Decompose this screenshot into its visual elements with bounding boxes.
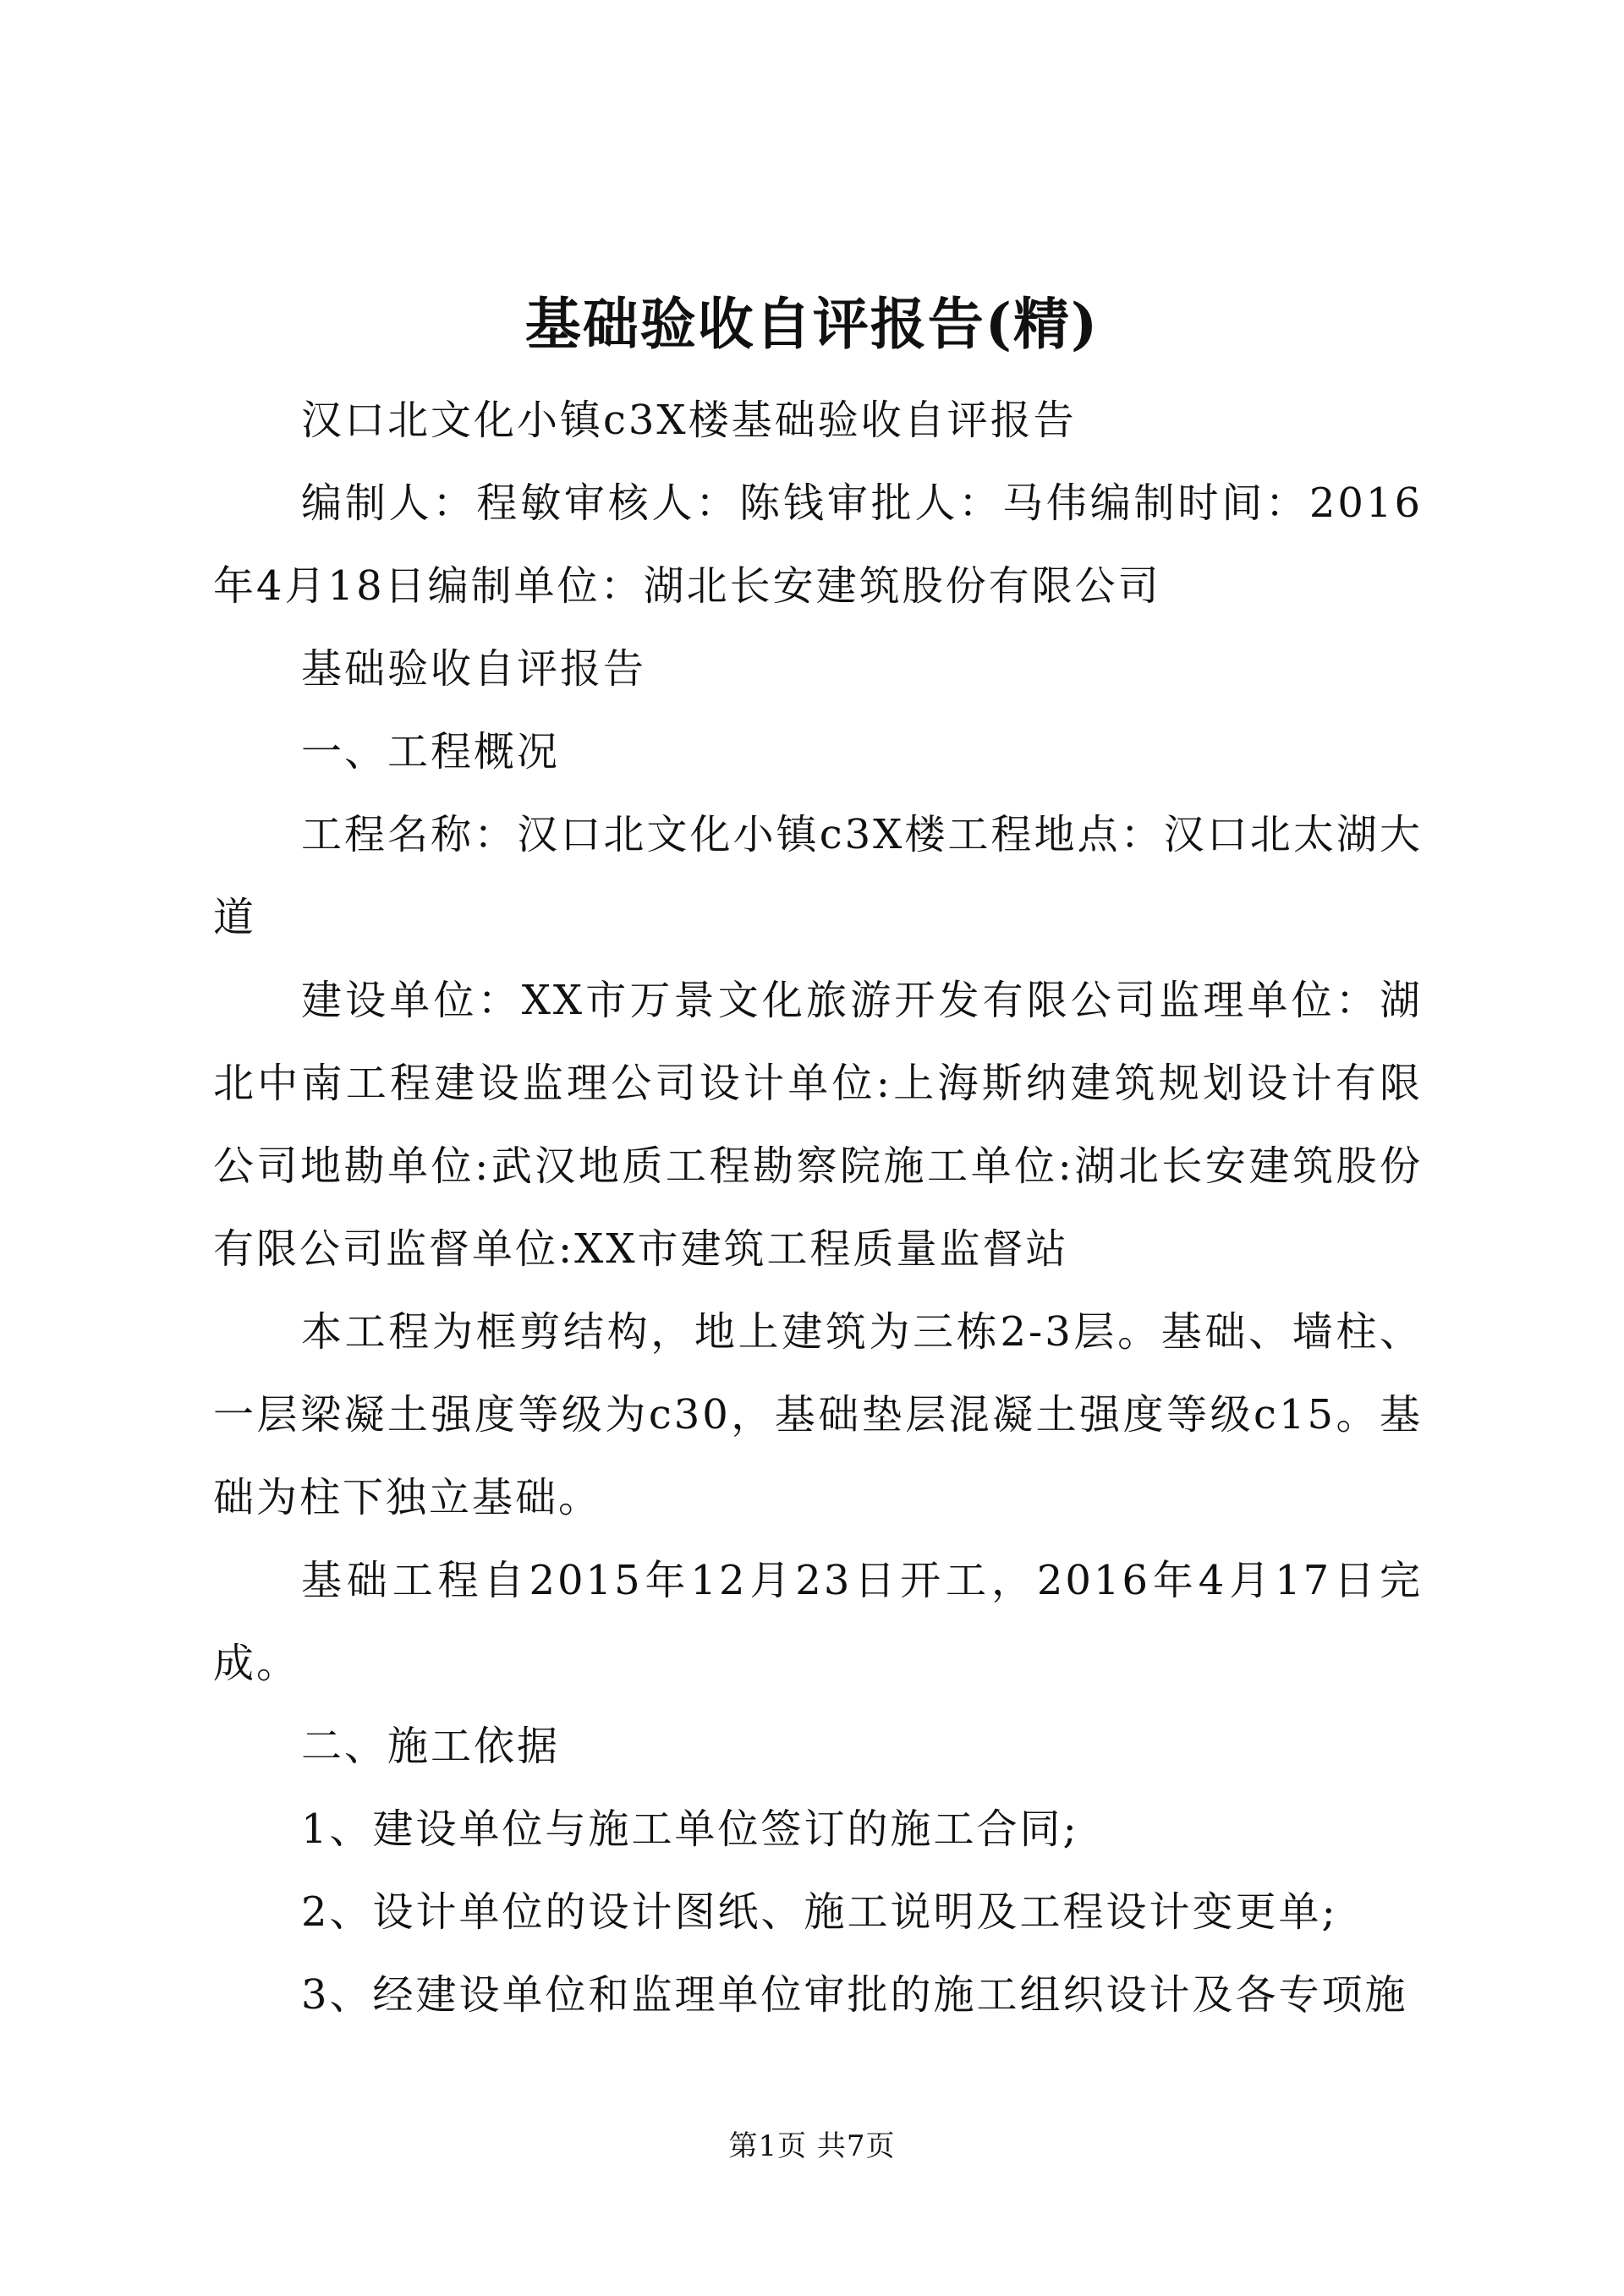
author-info-paragraph: 编制人：程敏审核人：陈钱审批人：马伟编制时间：2016年4月18日编制单位：湖北长安建筑股份有限公司: [213, 479, 1423, 610]
units-paragraph: 建设单位：XX市万景文化旅游开发有限公司监理单位：湖北中南工程建设监理公司设计单位:上海斯纳建筑规划设计有限公司地勘单位:武汉地质工程勘察院施工单位:湖北长安建筑股份有限公司监督单位:XX市建筑工程质量监督站: [213, 977, 1423, 1273]
page-number-footer: 第1页 共7页: [728, 2129, 896, 2163]
document-body: [213, 379, 1423, 2036]
section-heading-basis: 二、施工依据: [301, 1723, 561, 1770]
basis-item-1: 1、建设单位与施工单位签订的施工合同;: [301, 1806, 1079, 1853]
document-title: 基础验收自评报告(精): [524, 291, 1100, 357]
basis-item-2: 2、设计单位的设计图纸、施工说明及工程设计变更单;: [301, 1888, 1338, 1936]
report-heading-paragraph: 基础验收自评报告: [301, 645, 647, 693]
section-heading-overview: 一、工程概况: [301, 728, 561, 775]
project-name-paragraph: 工程名称：汉口北文化小镇c3X楼工程地点：汉口北太湖大道: [213, 811, 1423, 941]
subtitle-paragraph: 汉口北文化小镇c3X楼基础验收自评报告: [301, 397, 1077, 444]
basis-item-3: 3、经建设单位和监理单位审批的施工组织设计及各专项施: [301, 1971, 1408, 2019]
structure-paragraph: 本工程为框剪结构，地上建筑为三栋2-3层。基础、墙柱、一层梁凝土强度等级为c30，基础垫层混凝土强度等级c15。基础为柱下独立基础。: [213, 1308, 1423, 1521]
schedule-paragraph: 基础工程自2015年12月23日开工，2016年4月17日完成。: [213, 1557, 1423, 1687]
